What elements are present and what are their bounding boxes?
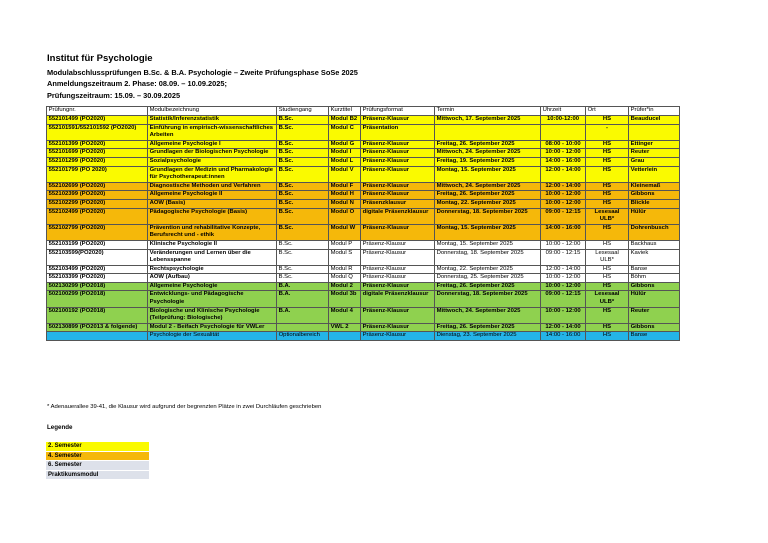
table-cell: Ettinger [629,140,680,149]
table-cell: 502100299 (PO2018) [47,291,148,307]
table-cell: 552101399 (PO2020) [47,140,148,149]
table-cell: B.Sc. [277,116,329,125]
table-cell: 09:00 - 12:15 [541,208,586,224]
legend-item-4th-semester: 4. Semester [46,452,149,462]
table-cell: digitale Präsenzklausur [361,208,435,224]
table-cell: Modul H [329,191,361,200]
legend [46,442,149,480]
table-cell: Modul 2 - Beifach Psychologie für VWLer [148,323,277,332]
table-cell: Montag, 15. September 2025 [435,166,541,182]
table-cell: Mittwoch, 17. September 2025 [435,116,541,125]
table-cell: HS [586,282,629,291]
table-cell: 14:00 - 16:00 [541,332,586,341]
table-cell: B.Sc. [277,191,329,200]
col-header-degree: Studiengang [277,107,329,116]
table-cell: Gibbons [629,323,680,332]
table-cell: AOW (Basis) [148,199,277,208]
table-cell: Präsenz-Klausur [361,157,435,166]
table-cell: Modul 3b [329,291,361,307]
table-cell [435,124,541,140]
table-cell [47,332,148,341]
table-cell: Allgemeine Psychologie [148,282,277,291]
col-header-exam-number: Prüfungnr. [47,107,148,116]
table-cell: Modul S [329,249,361,265]
table-cell: 14:00 - 16:00 [541,157,586,166]
table-cell [541,124,586,140]
table-cell: Modul W [329,224,361,240]
table-cell [329,332,361,341]
table-cell: Banse [629,332,680,341]
table-cell: Reuter [629,149,680,158]
table-cell: B.Sc. [277,265,329,274]
table-cell: Lesesaal ULB* [586,249,629,265]
table-cell: Präsenz-Klausur [361,282,435,291]
table-cell: 552103499 (PO2020) [47,265,148,274]
table-row [47,224,680,240]
table-cell: B.Sc. [277,157,329,166]
table-cell: Montag, 22. September 2025 [435,199,541,208]
table-row [47,208,680,224]
table-cell: Donnerstag, 18. September 2025 [435,249,541,265]
table-row [47,282,680,291]
table-cell: 12:00 - 14:00 [541,166,586,182]
table-cell [277,323,329,332]
footnote: * Adenauerallee 39-41, die Klausur wird aufgrund der begrenzten Plätze in zwei Durchläufen geschrieben [47,404,322,410]
table-cell: B.Sc. [277,274,329,283]
table-cell: Montag, 22. September 2025 [435,265,541,274]
table-cell: AOW (Aufbau) [148,274,277,283]
table-row [47,149,680,158]
table-cell: 502130899 (PO2013 & folgende) [47,323,148,332]
table-cell: HS [586,140,629,149]
table-row [47,199,680,208]
table-cell: 10:00 - 12:00 [541,274,586,283]
table-cell: Dohrenbusch [629,224,680,240]
table-cell: 09:00 - 12:15 [541,291,586,307]
table-cell: 552102799 (PO2020) [47,224,148,240]
table-cell: Präsenzklausur [361,199,435,208]
table-cell: Blickle [629,199,680,208]
table-cell: Kleinemaß [629,182,680,191]
table-cell: 10:00 - 12:00 [541,282,586,291]
col-header-module-name: Modulbezeichnung [148,107,277,116]
table-cell: 10:00 - 12:00 [541,149,586,158]
legend-item-2nd-semester: 2. Semester [46,442,149,452]
legend-item-6th-semester: 6. Semester [46,461,149,471]
table-cell: Freitag, 19. September 2025 [435,157,541,166]
table-cell: Beauducel [629,116,680,125]
table-cell: Modul R [329,265,361,274]
table-cell: Modul V [329,166,361,182]
table-cell: 10:00 - 12:00 [541,307,586,323]
table-cell: Rechtspsychologie [148,265,277,274]
table-cell: 08:00 - 10:00 [541,140,586,149]
table-cell: HS [586,224,629,240]
table-cell: Lesesaal ULB* [586,208,629,224]
table-cell: Modul 2 [329,282,361,291]
table-cell: B.Sc. [277,124,329,140]
table-row [47,240,680,249]
table-cell: 10:00 - 12:00 [541,240,586,249]
col-header-date: Termin [435,107,541,116]
table-cell: HS [586,332,629,341]
table-cell: Veränderungen und Lernen über die Lebensspanne [148,249,277,265]
table-cell: Montag, 15. September 2025 [435,240,541,249]
table-cell: Einführung in empirisch-wissenschaftliches Arbeiten [148,124,277,140]
table-row [47,307,680,323]
table-cell: B.Sc. [277,224,329,240]
table-cell: B.Sc. [277,182,329,191]
table-cell: Entwicklungs- und Pädagogische Psychologie [148,291,277,307]
table-cell: 10:00 - 12:00 [541,199,586,208]
table-cell: Montag, 15. September 2025 [435,224,541,240]
table-cell: Dienstag, 23. September 2025 [435,332,541,341]
table-cell: Modul L [329,157,361,166]
table-cell: B.Sc. [277,208,329,224]
table-cell: Modul Q [329,274,361,283]
table-cell: HS [586,149,629,158]
table-cell: 552101591/552101592 (PO2020) [47,124,148,140]
table-cell: Präsenz-Klausur [361,191,435,200]
table-cell: Optionalbereich [277,332,329,341]
table-cell: 502130299 (PO2018) [47,282,148,291]
table-cell: Lesesaal ULB* [586,291,629,307]
table-cell: HS [586,240,629,249]
table-cell: Präsenz-Klausur [361,182,435,191]
table-cell: Modul G [329,140,361,149]
table-cell: Prävention und rehabilitative Konzepte, Berufsrecht und - ethik [148,224,277,240]
table-cell: Freitag, 26. September 2025 [435,140,541,149]
table-cell: Donnerstag, 25. September 2025 [435,274,541,283]
institute-title: Institut für Psychologie [47,53,153,64]
table-cell: Modul P [329,240,361,249]
table-cell: Backhaus [629,240,680,249]
table-row [47,323,680,332]
table-cell: Donnerstag, 18. September 2025 [435,208,541,224]
table-cell: HS [586,265,629,274]
table-cell: Präsentation [361,124,435,140]
table-cell: Hülür [629,291,680,307]
table-cell: HS [586,116,629,125]
table-cell: 10:00-12:00 [541,116,586,125]
table-cell: Grundlagen der Biologischen Psychologie [148,149,277,158]
table-cell: B.A. [277,282,329,291]
exam-schedule-table [46,106,680,341]
col-header-time: Uhrzeit [541,107,586,116]
table-cell: 12:00 - 14:00 [541,182,586,191]
table-row [47,291,680,307]
table-cell: Präsenz-Klausur [361,240,435,249]
table-cell: HS [586,182,629,191]
table-cell: Grundlagen der Medizin und Pharmakologie für Psychotherapeut:innen [148,166,277,182]
table-cell: 552103199 (PO2020) [47,240,148,249]
table-row [47,116,680,125]
table-row [47,157,680,166]
table-cell: HS [586,166,629,182]
col-header-short-title: Kurztitel [329,107,361,116]
table-cell: Psychologie der Sexualität [148,332,277,341]
table-cell: Böhm [629,274,680,283]
table-cell: HS [586,199,629,208]
table-cell: Klinische Psychologie II [148,240,277,249]
table-cell: Grau [629,157,680,166]
table-cell: Freitag, 26. September 2025 [435,282,541,291]
table-cell: B.A. [277,291,329,307]
table-cell: Mittwoch, 24. September 2025 [435,307,541,323]
table-cell: 552102699 (PO2020) [47,182,148,191]
table-cell: B.Sc. [277,140,329,149]
table-cell: Modul I [329,149,361,158]
table-cell: Präsenz-Klausur [361,332,435,341]
table-cell: 552101699 (PO2020) [47,149,148,158]
table-row [47,124,680,140]
table-cell: Präsenz-Klausur [361,307,435,323]
document-header [47,53,358,101]
table-cell: Präsenz-Klausur [361,265,435,274]
table-header-row [47,107,680,116]
table-cell: - [586,124,629,140]
table-cell: 502100192 (PO2018) [47,307,148,323]
exam-title: Modulabschlussprüfungen B.Sc. & B.A. Psychologie – Zweite Prüfungsphase SoSe 2025 [47,67,358,77]
table-row [47,265,680,274]
col-header-location: Ort [586,107,629,116]
table-cell: 552101799 (PO 2020) [47,166,148,182]
table-cell: Freitag, 26. September 2025 [435,191,541,200]
table-cell: 12:00 - 14:00 [541,323,586,332]
table-cell: HS [586,323,629,332]
table-cell: Modul N [329,199,361,208]
table-cell: Präsenz-Klausur [361,323,435,332]
legend-item-internship-module: Praktikumsmodul [46,471,149,481]
table-row [47,274,680,283]
table-body [47,116,680,341]
table-cell: HS [586,274,629,283]
table-cell: Modul C [329,124,361,140]
table-cell: B.Sc. [277,149,329,158]
table-row [47,140,680,149]
table-cell: 552103599(PO2020) [47,249,148,265]
table-cell: VWL 2 [329,323,361,332]
table-cell: Mittwoch, 24. September 2025 [435,182,541,191]
table-cell: Modul B2 [329,116,361,125]
table-cell: Präsenz-Klausur [361,249,435,265]
table-cell: Präsenz-Klausur [361,116,435,125]
table-row [47,166,680,182]
table-cell: Präsenz-Klausur [361,140,435,149]
table-cell [629,124,680,140]
table-cell: Sozialpsychologie [148,157,277,166]
table-cell: 552102299 (PO2020) [47,199,148,208]
table-cell: Präsenz-Klausur [361,224,435,240]
table-cell: B.Sc. [277,199,329,208]
table-cell: Freitag, 26. September 2025 [435,323,541,332]
table-cell: Modul F [329,182,361,191]
table-cell: B.Sc. [277,166,329,182]
table-cell: Donnerstag, 18. September 2025 [435,291,541,307]
col-header-examiner: Prüfer*in [629,107,680,116]
table-cell: 552102499 (PO2020) [47,208,148,224]
table-row [47,249,680,265]
table-cell: Biologische und Klinische Psychologie (Teilprüfung: Biologische) [148,307,277,323]
table-cell: 14:00 - 16:00 [541,224,586,240]
col-header-exam-format: Prüfungsformat [361,107,435,116]
table-cell: Gibbons [629,191,680,200]
table-cell: Präsenz-Klausur [361,274,435,283]
table-row [47,182,680,191]
table-row [47,191,680,200]
table-cell: Präsenz-Klausur [361,166,435,182]
table-cell: Gibbons [629,282,680,291]
exam-period: Prüfungszeitraum: 15.09. – 30.09.2025 [47,90,181,100]
table-cell: 552101499 (PO2020) [47,116,148,125]
table-cell: Allgemeine Psychologie I [148,140,277,149]
table-cell: 12:00 - 14:00 [541,265,586,274]
table-cell: 10:00 - 12:00 [541,191,586,200]
legend-title: Legende [47,424,73,431]
table-cell: Vetterlein [629,166,680,182]
table-cell: digitale Präsenzklausur [361,291,435,307]
table-cell: Pädagogische Psychologie (Basis) [148,208,277,224]
registration-period: Anmeldungszeitraum 2. Phase: 08.09. – 10.09.2025; [47,79,227,88]
table-cell: Reuter [629,307,680,323]
table-cell: HS [586,191,629,200]
table-cell: Mittwoch, 24. September 2025 [435,149,541,158]
table-cell: 552102399 (PO2020) [47,191,148,200]
table-cell: Modul 4 [329,307,361,323]
table-cell: B.Sc. [277,240,329,249]
table-cell: HS [586,157,629,166]
table-cell: Diagnostische Methoden und Verfahren [148,182,277,191]
table-row [47,332,680,341]
table-cell: B.A. [277,307,329,323]
table-cell: 552103399 (PO2020) [47,274,148,283]
table-cell: B.Sc. [277,249,329,265]
table-cell: 09:00 - 12:15 [541,249,586,265]
table-cell: Präsenz-Klausur [361,149,435,158]
table-cell: Hülür [629,208,680,224]
table-cell: Statistik/Inferenzstatistik [148,116,277,125]
table-cell: Banse [629,265,680,274]
table-cell: HS [586,307,629,323]
table-cell: Kaviek [629,249,680,265]
table-cell: Allgemeine Psychologie II [148,191,277,200]
table-cell: Modul O [329,208,361,224]
table-cell: 552101299 (PO2020) [47,157,148,166]
